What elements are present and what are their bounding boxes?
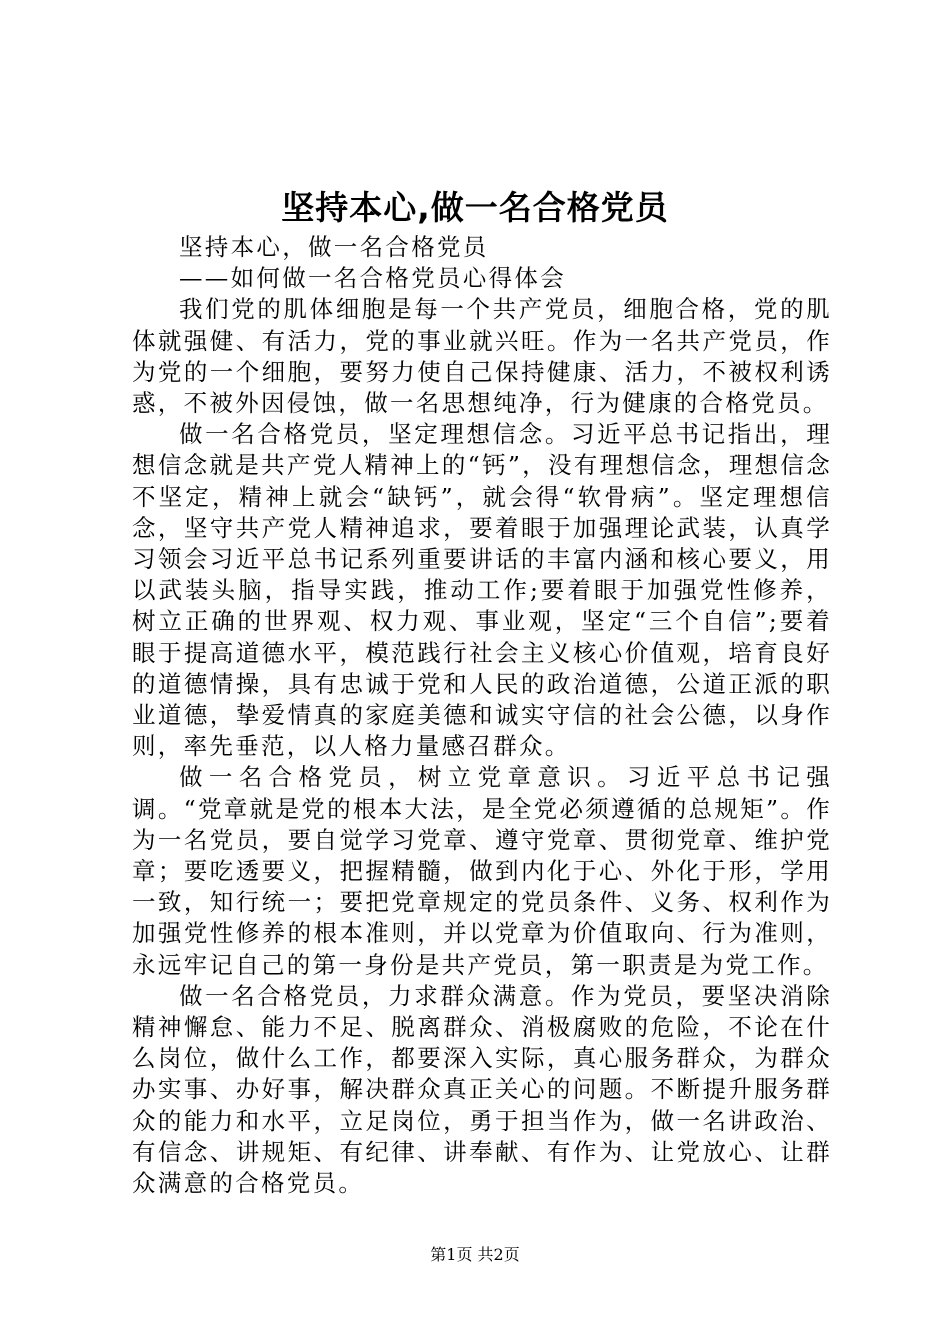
body-paragraph-1: 我们党的肌体细胞是每一个共产党员，细胞合格，党的肌体就强健、有活力，党的事业就兴旺。作为一名共产党员，作为党的一个细胞，要努力使自己保持健康、活力，不被权利诱惑，不被外因侵蚀，做一名思想纯净，行为健康的合格党员。	[132, 295, 832, 418]
body-paragraph-3: 做一名合格党员，树立党章意识。习近平总书记强调。“党章就是党的根本大法，是全党必须遵循的总规矩”。作为一名党员，要自觉学习党章、遵守党章、贯彻党章、维护党章；要吃透要义，把握精髓，做到内化于心、外化于形，学用一致，知行统一；要把党章规定的党员条件、义务、权利作为加强党性修养的根本准则，并以党章为价值取向、行为准则，永远牢记自己的第一身份是共产党员，第一职责是为党工作。	[132, 763, 832, 979]
page-footer: 第1页 共2页	[430, 1245, 520, 1264]
subheading-line: ——如何做一名合格党员心得体会	[179, 264, 566, 293]
body-paragraph-4: 做一名合格党员，力求群众满意。作为党员，要坚决消除精神懈怠、能力不足、脱离群众、消极腐败的危险，不论在什么岗位，做什么工作，都要深入实际，真心服务群众，为群众办实事、办好事，解决群众真正关心的问题。不断提升服务群众的能力和水平，立足岗位，勇于担当作为，做一名讲政治、有信念、讲规矩、有纪律、讲奉献、有作为、让党放心、让群众满意的合格党员。	[132, 981, 832, 1198]
heading-line: 坚持本心，做一名合格党员	[179, 233, 489, 261]
document-title: 坚持本心,做一名合格党员	[281, 188, 669, 227]
body-paragraph-2: 做一名合格党员，坚定理想信念。习近平总书记指出，理想信念就是共产党人精神上的“钙”，没有理想信念，理想信念不坚定，精神上就会“缺钙”，就会得“软骨病”。坚定理想信念，坚守共产党人精神追求，要着眼于加强理论武装，认真学习领会习近平总书记系列重要讲话的丰富内涵和核心要义，用以武装头脑，指导实践，推动工作;要着眼于加强党性修养，树立正确的世界观、权力观、事业观，坚定“三个自信”;要着眼于提高道德水平，模范践行社会主义核心价值观，培育良好的道德情操，具有忠诚于党和人民的政治道德，公道正派的职业道德，挚爱情真的家庭美德和诚实守信的社会公德，以身作则，率先垂范，以人格力量感召群众。	[132, 420, 832, 761]
document-body	[132, 232, 832, 1199]
